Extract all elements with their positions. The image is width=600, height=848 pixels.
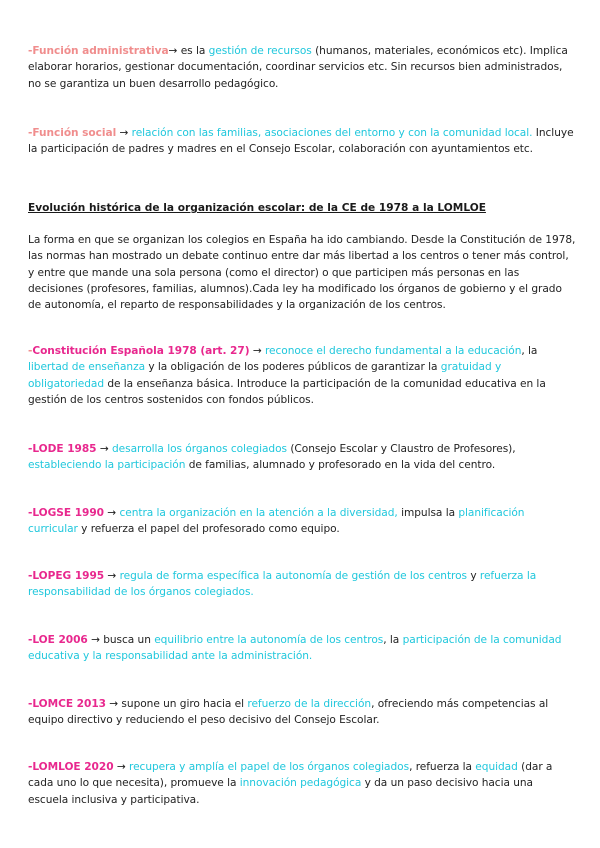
law-lopeg-1995: -LOPEG 1995 → regula de forma específica la autonomía de gestión de los centros y refuerza la responsabilidad de los órganos colegiados.	[28, 570, 537, 599]
law-lomce-2013: -LOMCE 2013 → supone un giro hacia el refuerzo de la dirección, ofreciendo más competencias al equipo directivo y reduciendo el peso decisivo del Consejo Escolar.	[28, 698, 549, 727]
highlight: planificación curricular	[28, 507, 525, 536]
arrow: → busca un	[87, 634, 155, 646]
highlight: recupera y amplía el papel de los órganos colegiados	[129, 761, 410, 773]
arrow: →	[104, 570, 120, 582]
arrow: → supone un giro hacia el	[105, 698, 248, 710]
law-term: LOMCE 2013	[32, 698, 106, 710]
dash: -	[28, 443, 33, 455]
law-constitucion-1978: -Constitución Española 1978 (art. 27) → reconoce el derecho fundamental a la educación, la libertad de enseñanza y la obligación de los poderes públicos de garantizar la gratuidad y obligatoriedad de la enseñanza básica. Introduce la participación de la comunidad educativa en la gestión de los centros sostenidos con fondos públicos.	[28, 345, 546, 406]
highlight: gratuidad y obligatoriedad	[28, 361, 502, 390]
dash: -	[28, 507, 33, 519]
law-term: LOGSE 1990	[32, 507, 104, 519]
highlight: refuerza la responsabilidad de los órganos colegiados.	[28, 570, 537, 599]
arrow: →	[168, 45, 178, 57]
dash: -	[28, 634, 33, 646]
law-term: LOPEG 1995	[32, 570, 105, 582]
law-lomloe-2020: -LOMLOE 2020 → recupera y amplía el papel de los órganos colegiados, refuerza la equidad (dar a cada uno lo que necesita), promueve la innovación pedagógica y da un paso decisivo hacia una escuela inclusiva y participativa.	[28, 761, 553, 806]
dash: -	[28, 345, 33, 357]
highlight: estableciendo la participación	[28, 459, 186, 472]
highlight: libertad de enseñanza	[28, 361, 146, 374]
law-lode-1985: -LODE 1985 → desarrolla los órganos colegiados (Consejo Escolar y Claustro de Profesores), estableciendo la participación de familias, alumnado y profesorado en la vida del centro.	[28, 443, 516, 472]
arrow: →	[113, 761, 129, 773]
highlight: equidad	[475, 761, 518, 773]
law-term: LOMLOE 2020	[32, 761, 114, 773]
highlight: gestión de recursos	[208, 45, 312, 57]
law-term: LOE 2006	[32, 634, 88, 646]
section-heading: Evolución histórica de la organización escolar: de la CE de 1978 a la LOMLOE	[28, 202, 486, 214]
law-term: Constitución Española 1978 (art. 27)	[32, 345, 250, 357]
term-funcion-administrativa: Función administrativa	[32, 45, 169, 57]
highlight: relación con las familias, asociaciones del entorno y con la comunidad local.	[131, 127, 533, 139]
highlight: reconoce el derecho fundamental a la educación	[264, 345, 522, 357]
dash: -	[28, 45, 33, 57]
highlight: centra la organización en la atención a la diversidad,	[119, 507, 398, 519]
arrow: →	[96, 443, 112, 455]
paragraph-funcion-social: -Función social → relación con las familias, asociaciones del entorno y con la comunidad local. Incluye la participación de padres y madres en el Consejo Escolar, colaboración con ayuntamientos etc.	[28, 127, 574, 156]
law-logse-1990: -LOGSE 1990 → centra la organización en la atención a la diversidad, impulsa la planificación curricular y refuerza el papel del profesorado como equipo.	[28, 507, 525, 536]
intro-paragraph: La forma en que se organizan los colegios en España ha ido cambiando. Desde la Constitución de 1978, las normas han mostrado un debate continuo entre dar más libertad a los centros o tener más control, y entre que mande una sola persona (como el director) o que participen más personas en las decisiones (profesores, familias, alumnos).Cada ley ha modificado los órganos de gobierno y el grado de autonomía, el reparto de responsabilidades y la organización de los centros.	[28, 234, 576, 312]
highlight: regula de forma específica la autonomía de gestión de los centros	[119, 570, 468, 582]
dash: -	[28, 761, 33, 773]
term-funcion-social: Función social	[32, 127, 117, 139]
dash: -	[28, 698, 33, 710]
arrow: →	[249, 345, 265, 357]
highlight: participación de la comunidad educativa y la responsabilidad ante la administración.	[28, 634, 562, 663]
highlight: refuerzo de la dirección	[247, 698, 372, 710]
highlight: desarrolla los órganos colegiados	[111, 443, 288, 455]
highlight: innovación pedagógica	[239, 777, 362, 790]
law-loe-2006: -LOE 2006 → busca un equilibrio entre la autonomía de los centros, la participación de la comunidad educativa y la responsabilidad ante la administración.	[28, 634, 562, 663]
law-term: LODE 1985	[32, 443, 97, 455]
dash: -	[28, 127, 33, 139]
paragraph-funcion-administrativa: -Función administrativa→ es la gestión de recursos (humanos, materiales, económicos etc). Implica elaborar horarios, gestionar documentación, coordinar servicios etc. Sin recursos bien administrados, no se garantiza un buen desarrollo pedagógico.	[28, 45, 568, 90]
highlight: equilibrio entre la autonomía de los centros	[154, 634, 384, 646]
arrow: →	[116, 127, 132, 139]
arrow: →	[103, 507, 120, 519]
dash: -	[28, 570, 33, 582]
